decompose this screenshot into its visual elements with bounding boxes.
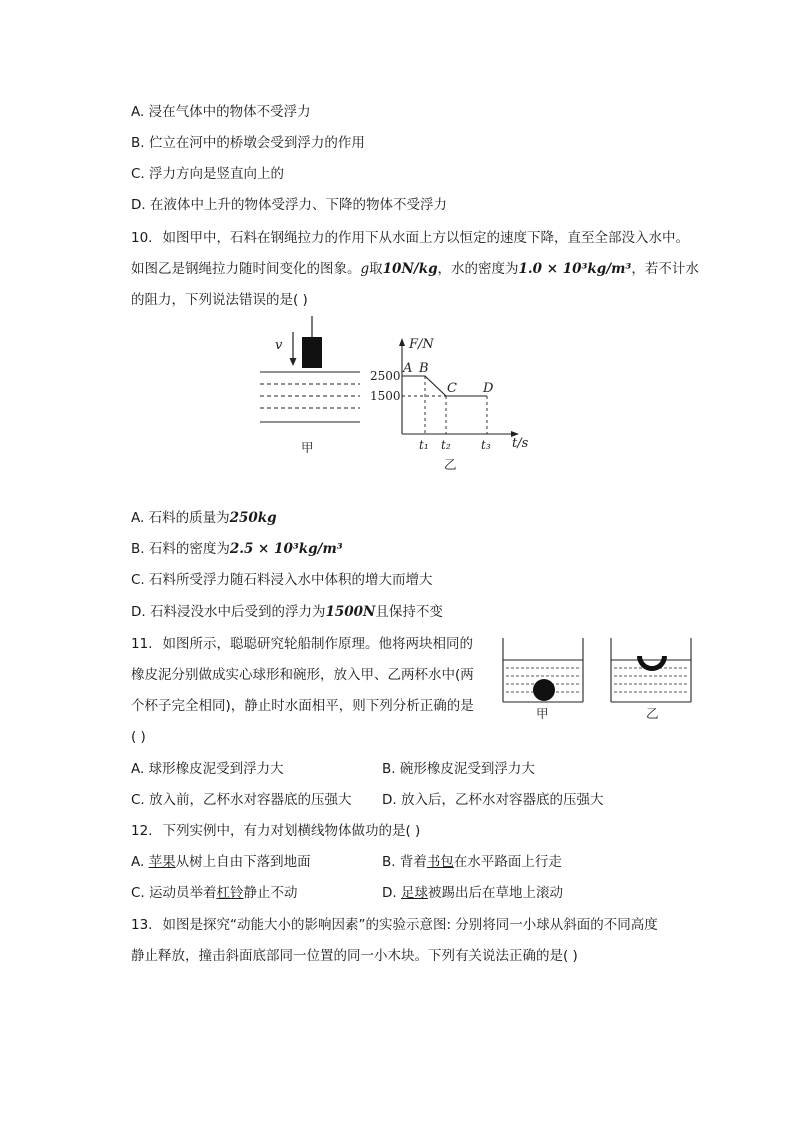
- q12-option-b-underlined: 书包: [426, 854, 454, 870]
- q12-option-d-underlined: 足球: [400, 885, 428, 901]
- q10-option-a-value: 250kg: [229, 510, 277, 526]
- q10-text-2c: ，水的密度为: [437, 261, 519, 277]
- q11-stem-line4: ( ): [131, 729, 146, 745]
- stone-block: [302, 337, 322, 368]
- q9-option-c: C. 浮力方向是竖直向上的: [131, 166, 285, 182]
- q10-text-2d: ，若不计水: [631, 261, 699, 277]
- q11-option-b: B. 碗形橡皮泥受到浮力大: [382, 761, 535, 777]
- q10-option-d-text: D. 石料浸没水中后受到的浮力为: [131, 604, 326, 620]
- q10-option-c: C. 石料所受浮力随石料浸入水中体积的增大而增大: [131, 572, 433, 588]
- q13-number: 13.: [131, 917, 153, 933]
- y-tick-2500: 2500: [370, 369, 401, 383]
- q10-text-1: 如图甲中，石料在钢绳拉力的作用下从水面上方以恒定的速度下降，直至全部没入水中。: [162, 230, 689, 246]
- point-a: A: [403, 361, 413, 376]
- cup-yi: [611, 638, 691, 702]
- point-c: C: [447, 381, 457, 396]
- q13-stem-line1: [131, 915, 658, 935]
- q9-option-b: B. 伫立在河中的桥墩会受到浮力的作用: [131, 135, 365, 151]
- x-tick-t2: t₂: [441, 438, 451, 452]
- clay-bowl: [637, 656, 667, 671]
- y-axis-label: F/N: [409, 337, 434, 352]
- q12-option-b-pre: B. 背着: [382, 854, 427, 870]
- q12-stem: [131, 821, 420, 841]
- q10-figure-yi: [365, 330, 540, 475]
- q10-option-a: [131, 508, 277, 528]
- q10-option-d: [131, 602, 443, 622]
- cup-yi-caption: 乙: [646, 706, 659, 721]
- velocity-label: v: [275, 338, 283, 353]
- x-tick-t1: t₁: [419, 438, 429, 452]
- q11-number: 11.: [131, 636, 153, 652]
- force-curve: [402, 376, 487, 396]
- q11-stem-line3: 个杯子完全相同)，静止时水面相平，则下列分析正确的是: [131, 698, 474, 714]
- q11-option-c: C. 放入前，乙杯水对容器底的压强大: [131, 792, 352, 808]
- y-tick-1500: 1500: [370, 389, 401, 403]
- x-tick-t3: t₃: [481, 438, 491, 452]
- q10-option-b-text: B. 石料的密度为: [131, 541, 230, 557]
- q11-option-a: A. 球形橡皮泥受到浮力大: [131, 761, 284, 777]
- q10-option-d-value: 1500N: [325, 604, 376, 620]
- q10-option-b: [131, 539, 343, 559]
- q12-text: 下列实例中，有力对划横线物体做功的是( ): [162, 823, 421, 839]
- q12-option-c: [131, 883, 298, 903]
- q10-gval: 10N/kg: [382, 261, 438, 277]
- q11-stem-line2: 橡皮泥分别做成实心球形和碗形，放入甲、乙两杯水中(两: [131, 667, 474, 683]
- q10-number: 10.: [131, 230, 153, 246]
- cup-jia: [503, 638, 583, 702]
- q12-option-c-underlined: 杠铃: [216, 885, 244, 901]
- q10-figure-jia: [255, 312, 370, 462]
- caption-jia: 甲: [301, 440, 314, 455]
- q12-option-d-post: 被踢出后在草地上滚动: [427, 885, 563, 901]
- q12-option-a-underlined: 苹果: [148, 854, 176, 870]
- q13-stem-line2: 静止释放，撞击斜面底部同一位置的同一小木块。下列有关说法正确的是( ): [131, 948, 578, 964]
- clay-ball: [533, 679, 555, 701]
- q10-text-2a: 如图乙是钢绳拉力随时间变化的图象。: [131, 261, 361, 277]
- y-axis-arrow: [399, 338, 405, 346]
- q10-option-a-text: A. 石料的质量为: [131, 510, 230, 526]
- q12-number: 12.: [131, 823, 153, 839]
- q12-option-c-pre: C. 运动员举着: [131, 885, 217, 901]
- point-d: D: [483, 381, 494, 396]
- q10-g: g: [360, 261, 370, 277]
- caption-yi: 乙: [444, 457, 457, 472]
- q9-option-a: A. 浸在气体中的物体不受浮力: [131, 104, 311, 120]
- q10-text-2b: 取: [369, 261, 383, 277]
- q11-text-1: 如图所示，聪聪研究轮船制作原理。他将两块相同的: [162, 636, 473, 652]
- q12-option-a-post: 从树上自由下落到地面: [175, 854, 311, 870]
- cup-jia-caption: 甲: [536, 706, 549, 721]
- q10-stem-line2: [131, 259, 699, 279]
- q11-figure: [498, 632, 698, 724]
- q11-stem-line1: [131, 634, 473, 654]
- x-axis-label: t/s: [512, 436, 529, 451]
- q12-option-c-post: 静止不动: [243, 885, 298, 901]
- q12-option-a: [131, 852, 311, 872]
- q12-option-b: [382, 852, 562, 872]
- q11-option-d: D. 放入后，乙杯水对容器底的压强大: [382, 792, 604, 808]
- q10-stem-line1: [131, 228, 689, 248]
- q12-option-d-pre: D.: [382, 885, 401, 901]
- q9-option-d: D. 在液体中上升的物体受浮力、下降的物体不受浮力: [131, 197, 447, 213]
- q12-option-a-pre: A.: [131, 854, 149, 870]
- velocity-arrowhead: [290, 358, 297, 366]
- point-b: B: [419, 361, 429, 376]
- q12-option-b-post: 在水平路面上行走: [453, 854, 562, 870]
- q10-stem-line3: 的阻力，下列说法错误的是( ): [131, 292, 308, 308]
- q13-text-1: 如图是探究“动能大小的影响因素”的实验示意图: 分别将同一小球从斜面的不同高度: [162, 917, 658, 933]
- q10-option-d-text-post: 且保持不变: [375, 604, 443, 620]
- q10-rho: 1.0 × 10³kg/m³: [518, 261, 632, 277]
- q10-option-b-value: 2.5 × 10³kg/m³: [229, 541, 343, 557]
- q12-option-d: [382, 883, 563, 903]
